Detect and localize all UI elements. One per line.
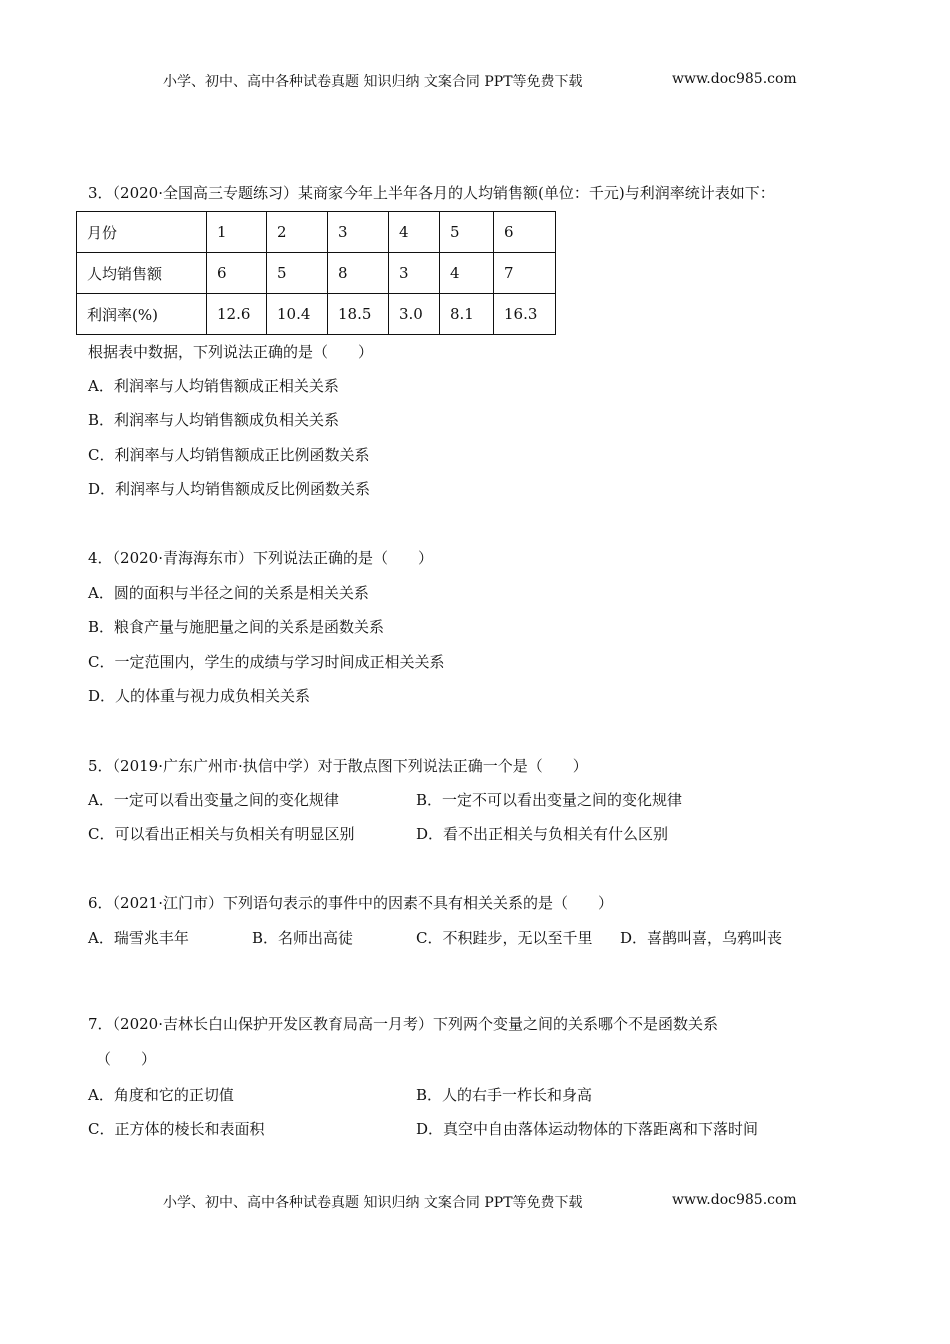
table-cell: 人均销售额: [77, 253, 207, 294]
q3-table: [76, 211, 556, 335]
footer-url: www.doc985.com: [672, 1192, 797, 1208]
q7-stem: 7．（2020·吉林长白山保护开发区教育局高一月考）下列两个变量之间的关系哪个不是函数关系: [88, 1015, 718, 1033]
q5-option-c: C．可以看出正相关与负相关有明显区别: [88, 825, 355, 843]
q3-option-c: C．利润率与人均销售额成正比例函数关系: [88, 446, 370, 464]
q3-prompt: 根据表中数据，下列说法正确的是（ ）: [88, 343, 374, 361]
table-cell: 利润率(%): [77, 294, 207, 335]
q6-option-d: D．喜鹊叫喜，乌鸦叫丧: [620, 929, 783, 947]
q3-option-b: B．利润率与人均销售额成负相关关系: [88, 411, 340, 429]
table-cell: 16.3: [494, 294, 556, 335]
q7-option-d: D．真空中自由落体运动物体的下落距离和下落时间: [416, 1120, 759, 1138]
page-footer: [163, 1192, 583, 1212]
table-cell: 10.4: [267, 294, 328, 335]
q4-stem: 4．（2020·青海海东市）下列说法正确的是（ ）: [88, 549, 433, 567]
q4-option-b: B．粮食产量与施肥量之间的关系是函数关系: [88, 618, 385, 636]
q7-option-b: B．人的右手一柞长和身高: [416, 1086, 593, 1104]
q7-option-a: A．角度和它的正切值: [88, 1086, 234, 1104]
table-cell: 8: [328, 253, 389, 294]
q5-option-d: D．看不出正相关与负相关有什么区别: [416, 825, 669, 843]
table-cell: 12.6: [207, 294, 267, 335]
table-cell: 5: [440, 212, 494, 253]
table-cell: 1: [207, 212, 267, 253]
q3-option-d: D．利润率与人均销售额成反比例函数关系: [88, 480, 371, 498]
q5-option-b: B．一定不可以看出变量之间的变化规律: [416, 791, 683, 809]
q3-stem: 3．（2020·全国高三专题练习）某商家今年上半年各月的人均销售额(单位：千元)与利润率统计表如下：: [88, 184, 775, 202]
table-cell: 3: [389, 253, 440, 294]
table-cell: 2: [267, 212, 328, 253]
header-text: 小学、初中、高中各种试卷真题 知识归纳 文案合同 PPT等免费下载: [163, 74, 583, 90]
q7-option-c: C．正方体的棱长和表面积: [88, 1120, 265, 1138]
q5-option-a: A．一定可以看出变量之间的变化规律: [88, 791, 339, 809]
table-cell: 6: [207, 253, 267, 294]
table-cell: 8.1: [440, 294, 494, 335]
table-cell: 18.5: [328, 294, 389, 335]
table-cell: 7: [494, 253, 556, 294]
table-cell: 4: [440, 253, 494, 294]
q3-option-a: A．利润率与人均销售额成正相关关系: [88, 377, 339, 395]
table-cell: 3: [328, 212, 389, 253]
q6-option-a: A．瑞雪兆丰年: [88, 929, 189, 947]
table-cell: 3.0: [389, 294, 440, 335]
q6-option-c: C．不积跬步，无以至千里: [416, 929, 593, 947]
q5-stem: 5．（2019·广东广州市·执信中学）对于散点图下列说法正确一个是（ ）: [88, 757, 588, 775]
footer-text: 小学、初中、高中各种试卷真题 知识归纳 文案合同 PPT等免费下载: [163, 1195, 583, 1211]
header-url: www.doc985.com: [672, 71, 797, 87]
q6-stem: 6．（2021·江门市）下列语句表示的事件中的因素不具有相关关系的是（ ）: [88, 894, 613, 912]
table-cell: 4: [389, 212, 440, 253]
table-cell: 5: [267, 253, 328, 294]
q7-paren: （ ）: [96, 1050, 157, 1068]
q4-option-c: C．一定范围内，学生的成绩与学习时间成正相关关系: [88, 653, 445, 671]
table-row: [77, 253, 556, 294]
q6-option-b: B．名师出高徒: [252, 929, 354, 947]
table-row: [77, 212, 556, 253]
table-cell: 月份: [77, 212, 207, 253]
table-row: [77, 294, 556, 335]
page-header: [163, 71, 583, 91]
q4-option-a: A．圆的面积与半径之间的关系是相关关系: [88, 584, 369, 602]
table-cell: 6: [494, 212, 556, 253]
q4-option-d: D．人的体重与视力成负相关关系: [88, 687, 311, 705]
